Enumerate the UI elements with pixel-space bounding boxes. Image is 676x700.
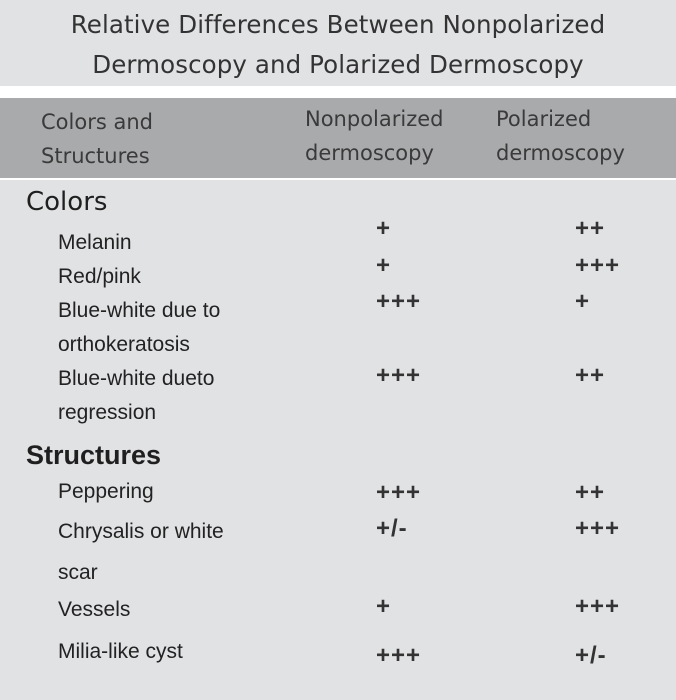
row-label: Peppering xyxy=(58,480,154,503)
section-colors-label: Colors xyxy=(26,187,108,217)
nonpolarized-value: + xyxy=(376,252,392,279)
header-col2-line2: dermoscopy xyxy=(305,141,434,165)
nonpolarized-value: +++ xyxy=(376,642,422,669)
nonpolarized-value: + xyxy=(376,593,392,620)
header-col3-line1: Polarized xyxy=(496,107,592,131)
header-col1-line1: Colors and xyxy=(41,110,153,134)
polarized-value: ++ xyxy=(575,215,606,242)
header-polarized xyxy=(496,102,625,170)
polarized-value: ++ xyxy=(575,362,606,389)
polarized-value: ++ xyxy=(575,479,606,506)
row-label-continued: regression xyxy=(58,401,157,424)
header-col2-line1: Nonpolarized xyxy=(305,107,444,131)
row-label: Blue-white due to xyxy=(58,299,221,322)
polarized-value: +++ xyxy=(575,515,621,542)
nonpolarized-value: + xyxy=(376,215,392,242)
nonpolarized-value: +++ xyxy=(376,479,422,506)
title-line-1: Relative Differences Between Nonpolarized xyxy=(70,10,606,39)
header-colors-structures xyxy=(41,105,153,173)
row-label: Vessels xyxy=(58,598,131,621)
polarized-value: +++ xyxy=(575,252,621,279)
row-label: Blue-white dueto xyxy=(58,367,215,390)
header-col1-line2: Structures xyxy=(41,144,150,168)
row-label: Melanin xyxy=(58,231,132,254)
row-label: Chrysalis or white xyxy=(58,520,224,543)
nonpolarized-value: +++ xyxy=(376,288,422,315)
nonpolarized-value: +/- xyxy=(376,515,408,542)
row-label: Red/pink xyxy=(58,265,141,288)
section-structures-label: Structures xyxy=(26,440,162,470)
row-label: Milia-like cyst xyxy=(58,640,183,663)
row-label-continued: orthokeratosis xyxy=(58,333,190,356)
nonpolarized-value: +++ xyxy=(376,362,422,389)
title-line-2: Dermoscopy and Polarized Dermoscopy xyxy=(92,50,584,79)
header-nonpolarized xyxy=(305,102,444,170)
header-col3-line2: dermoscopy xyxy=(496,141,625,165)
polarized-value: + xyxy=(575,288,591,315)
row-label-continued: scar xyxy=(58,561,98,584)
polarized-value: +/- xyxy=(575,642,607,669)
polarized-value: +++ xyxy=(575,593,621,620)
